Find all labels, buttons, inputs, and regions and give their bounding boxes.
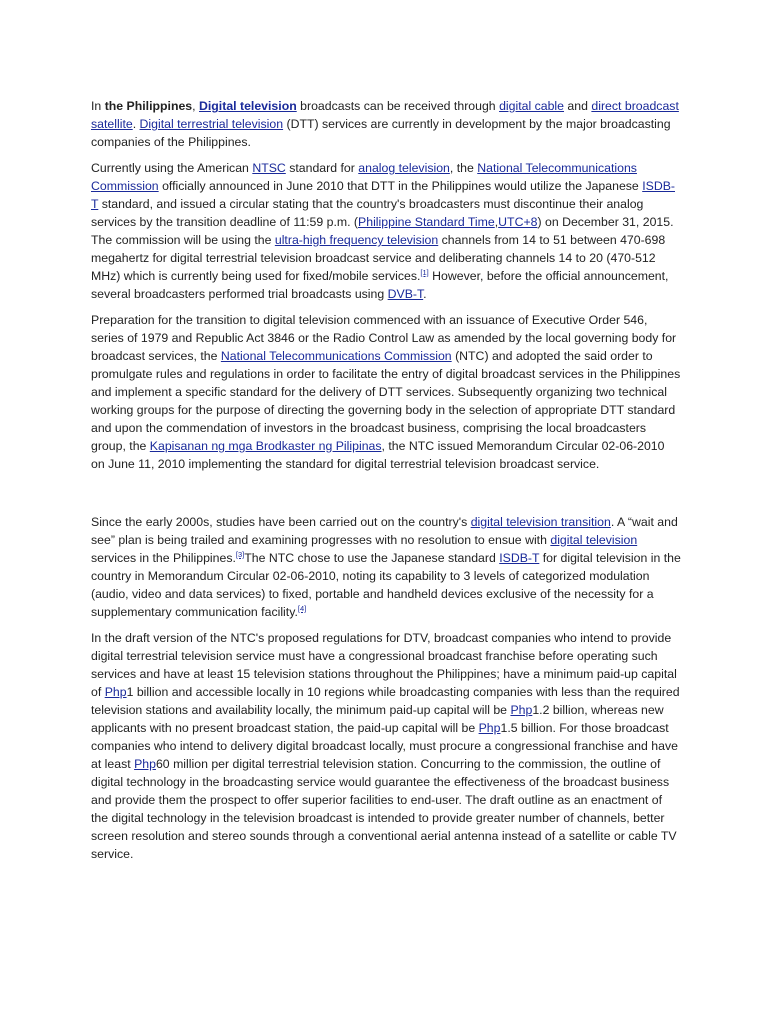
link-national-telecommunications-commission[interactable]: National Telecommunications Commission — [220, 349, 452, 363]
text-segment: . — [132, 117, 140, 131]
link-analog-television[interactable]: analog television — [358, 161, 450, 175]
text-segment: ) on December 31, 2015. The commission will be using the — [91, 215, 674, 247]
text-segment: 60 million per digital terrestrial television station. Concurring to the commission, the outline of digital technology in the broadcasting service would guarantee the effectiveness of the broadcast business and provide them the prospect to offer superior facilities to end-user. The draft outline as an enactment of the digital technology in the television broadcast is intended to provide greater number of channels, better screen resolution and stereo sounds through a conventional aerial antenna instead of a satellite or cable TV service. — [91, 757, 677, 861]
paragraph-studies — [91, 513, 681, 621]
text-segment: 1 billion and accessible locally in 10 regions while broadcasting companies with less than the required television stations and availability locally, the minimum paid-up capital will be — [91, 685, 680, 717]
reference-link[interactable]: [4] — [297, 603, 307, 613]
text-segment: In — [91, 99, 105, 113]
link-isdb-t[interactable]: ISDB-T — [91, 179, 675, 211]
text-segment: (NTC) and adopted the said order to promulgate rules and regulations in order to facilitate the entry of digital broadcast services in the Philippines and implement a specific standard for the delivery of DTT services. Subsequently organizing two technical working groups for the purpose of directing the governing body in the selection of appropriate DTT standard and upon the commendation of investors in the broadcast business, comprising the local broadcasters group, the — [91, 349, 681, 453]
link-utc-8[interactable]: UTC+8 — [498, 215, 538, 229]
link-php[interactable]: Php — [134, 757, 156, 771]
reference-1[interactable] — [420, 268, 428, 277]
reference-link[interactable]: [3] — [235, 549, 245, 559]
text-segment: 1.2 billion, whereas new applicants with no present broadcast station, the paid-up capital will be — [91, 703, 664, 735]
text-segment: broadcasts can be received through — [296, 99, 500, 113]
text-segment: services in the Philippines. — [91, 551, 236, 565]
text-segment: for digital television in the country in Memorandum Circular 02-06-2010, noting its capability to 3 levels of categorized modulation (audio, video and data services) to fixed, portable and handheld devices exclusive of the necessity for a supplementary communication facility. — [91, 551, 681, 619]
bold-text: the Philippines — [104, 99, 193, 113]
text-segment: Since the early 2000s, studies have been carried out on the country's — [91, 515, 471, 529]
paragraph-preparation — [91, 311, 681, 473]
text-segment: , — [494, 215, 499, 229]
text-segment: (DTT) services are currently in development by the major broadcasting companies of the Philippines. — [91, 117, 671, 149]
article-body — [91, 97, 681, 871]
text-segment: standard, and issued a circular stating that the country's broadcasters must discontinue their analog services by the transition deadline of 11:59 p.m. ( — [91, 197, 644, 229]
text-segment: and — [564, 99, 592, 113]
paragraph-draft-regulations — [91, 629, 681, 863]
link-digital-terrestrial-television[interactable]: Digital terrestrial television — [139, 117, 284, 131]
text-segment: . A “wait and see” plan is being trailed and examining progresses with no resolution to ensue with — [91, 515, 678, 547]
text-segment: channels from 14 to 51 between 470-698 megahertz for digital terrestrial television broadcast service and deliberating channels 14 to 20 (470-512 MHz) which is currently being used for fixed/mobile services. — [91, 233, 666, 283]
text-segment: In the draft version of the NTC's proposed regulations for DTV, broadcast companies who intend to provide digital terrestrial television service must have a congressional broadcast franchise before operating such services and have at least 15 television stations throughout the Philippines; have a minimum paid-up capital of — [91, 631, 677, 699]
text-segment: , the — [449, 161, 478, 175]
link-digital-television[interactable]: digital television — [550, 533, 638, 547]
text-segment: standard for — [285, 161, 359, 175]
link-dvb-t[interactable]: DVB-T — [387, 287, 424, 301]
text-segment: The NTC chose to use the Japanese standard — [244, 551, 500, 565]
text-segment: officially announced in June 2010 that DTT in the Philippines would utilize the Japanese — [158, 179, 643, 193]
text-segment: However, before the official announcement, several broadcasters performed trial broadcasts using — [91, 269, 669, 301]
link-national-telecommunications-commission[interactable]: National Telecommunications Commission — [91, 161, 637, 193]
text-segment: Preparation for the transition to digital television commenced with an issuance of Executive Order 546, series of 1979 and Republic Act 3846 or the Radio Control Law as amended by the local governing body for broadcast services, the — [91, 313, 677, 363]
link-digital-television-transition[interactable]: digital television transition — [470, 515, 611, 529]
link-digital-television[interactable] — [199, 99, 297, 113]
reference-link[interactable]: [1] — [420, 267, 429, 277]
link-kapisanan-ng-mga-brodkaster-ng-pilipinas[interactable]: Kapisanan ng mga Brodkaster ng Pilipinas — [149, 439, 382, 453]
paragraph-intro — [91, 97, 681, 151]
link-digital-cable[interactable]: digital cable — [499, 99, 565, 113]
text-segment: 1.5 billion. For those broadcast companies who intend to delivery digital broadcast locally, must procure a congressional franchise and have at least — [91, 721, 678, 771]
link-php[interactable]: Php — [478, 721, 501, 735]
link-ntsc[interactable]: NTSC — [252, 161, 286, 175]
paragraph-ntsc-transition — [91, 159, 681, 303]
text-segment: . — [423, 287, 427, 301]
reference-4[interactable] — [298, 604, 306, 613]
link-ultra-high-frequency-television[interactable]: ultra-high frequency television — [274, 233, 439, 247]
link-direct-broadcast-satellite[interactable]: direct broadcast satellite — [91, 99, 679, 131]
link-php[interactable]: Php — [510, 703, 533, 717]
reference-3[interactable] — [236, 550, 244, 559]
text-segment: , the NTC issued Memorandum Circular 02-06-2010 on June 11, 2010 implementing the standard for digital terrestrial television broadcast service. — [91, 439, 665, 471]
link-php[interactable]: Php — [104, 685, 127, 699]
link-philippine-standard-time[interactable]: Philippine Standard Time — [358, 215, 495, 229]
text-segment: Currently using the American — [91, 161, 253, 175]
link-text: Digital television — [199, 99, 297, 113]
text-segment: , — [192, 99, 199, 113]
link-isdb-t[interactable]: ISDB-T — [499, 551, 540, 565]
